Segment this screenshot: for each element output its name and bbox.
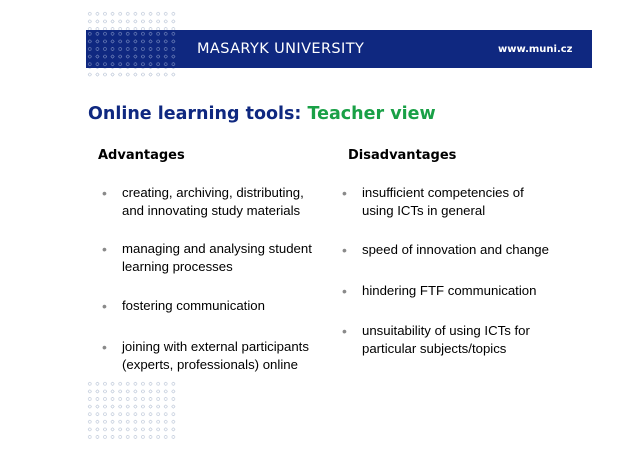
item-line-1: creating, archiving, distributing,: [122, 185, 304, 200]
bullet-icon: •: [102, 339, 107, 355]
item-line-2: (experts, professionals) online: [122, 357, 298, 372]
disadvantages-list: [338, 184, 574, 358]
item-line-2: learning processes: [122, 259, 233, 274]
list-item: [338, 184, 574, 220]
item-line-1: joining with external participants: [122, 339, 309, 354]
bullet-icon: •: [342, 242, 347, 258]
bullet-icon: •: [102, 241, 107, 257]
item-line-2: using ICTs in general: [362, 203, 486, 218]
list-item: [338, 282, 574, 300]
list-item: [98, 338, 334, 374]
item-line-1: fostering communication: [122, 298, 265, 313]
dot-pattern-bottom: [86, 380, 178, 440]
bullet-icon: •: [342, 185, 347, 201]
advantages-list: [98, 184, 334, 374]
list-item: [98, 297, 334, 315]
title-part-1: Online learning tools:: [88, 104, 302, 124]
list-item: [338, 241, 574, 259]
item-line-2: and innovating study materials: [122, 203, 301, 218]
item-line-1: hindering FTF communication: [362, 283, 537, 298]
website-link[interactable]: www.muni.cz: [498, 44, 573, 55]
item-line-2: particular subjects/topics: [362, 341, 507, 356]
item-line-1: speed of innovation and change: [362, 242, 549, 257]
university-name: MASARYK UNIVERSITY: [197, 41, 365, 57]
list-item: [98, 184, 334, 220]
disadvantages-heading: Disadvantages: [348, 148, 457, 163]
bullet-icon: •: [342, 323, 347, 339]
item-line-1: managing and analysing student: [122, 241, 312, 256]
advantages-heading: Advantages: [98, 148, 185, 163]
item-line-1: insufficient competencies of: [362, 185, 524, 200]
item-line-1: unsuitability of using ICTs for: [362, 323, 530, 338]
bullet-icon: •: [102, 298, 107, 314]
title-part-2: Teacher view: [307, 104, 436, 124]
header-dot-pattern: [86, 30, 178, 68]
bullet-icon: •: [102, 185, 107, 201]
slide-title: [88, 104, 436, 124]
list-item: [98, 240, 334, 276]
list-item: [338, 322, 574, 358]
bullet-icon: •: [342, 283, 347, 299]
